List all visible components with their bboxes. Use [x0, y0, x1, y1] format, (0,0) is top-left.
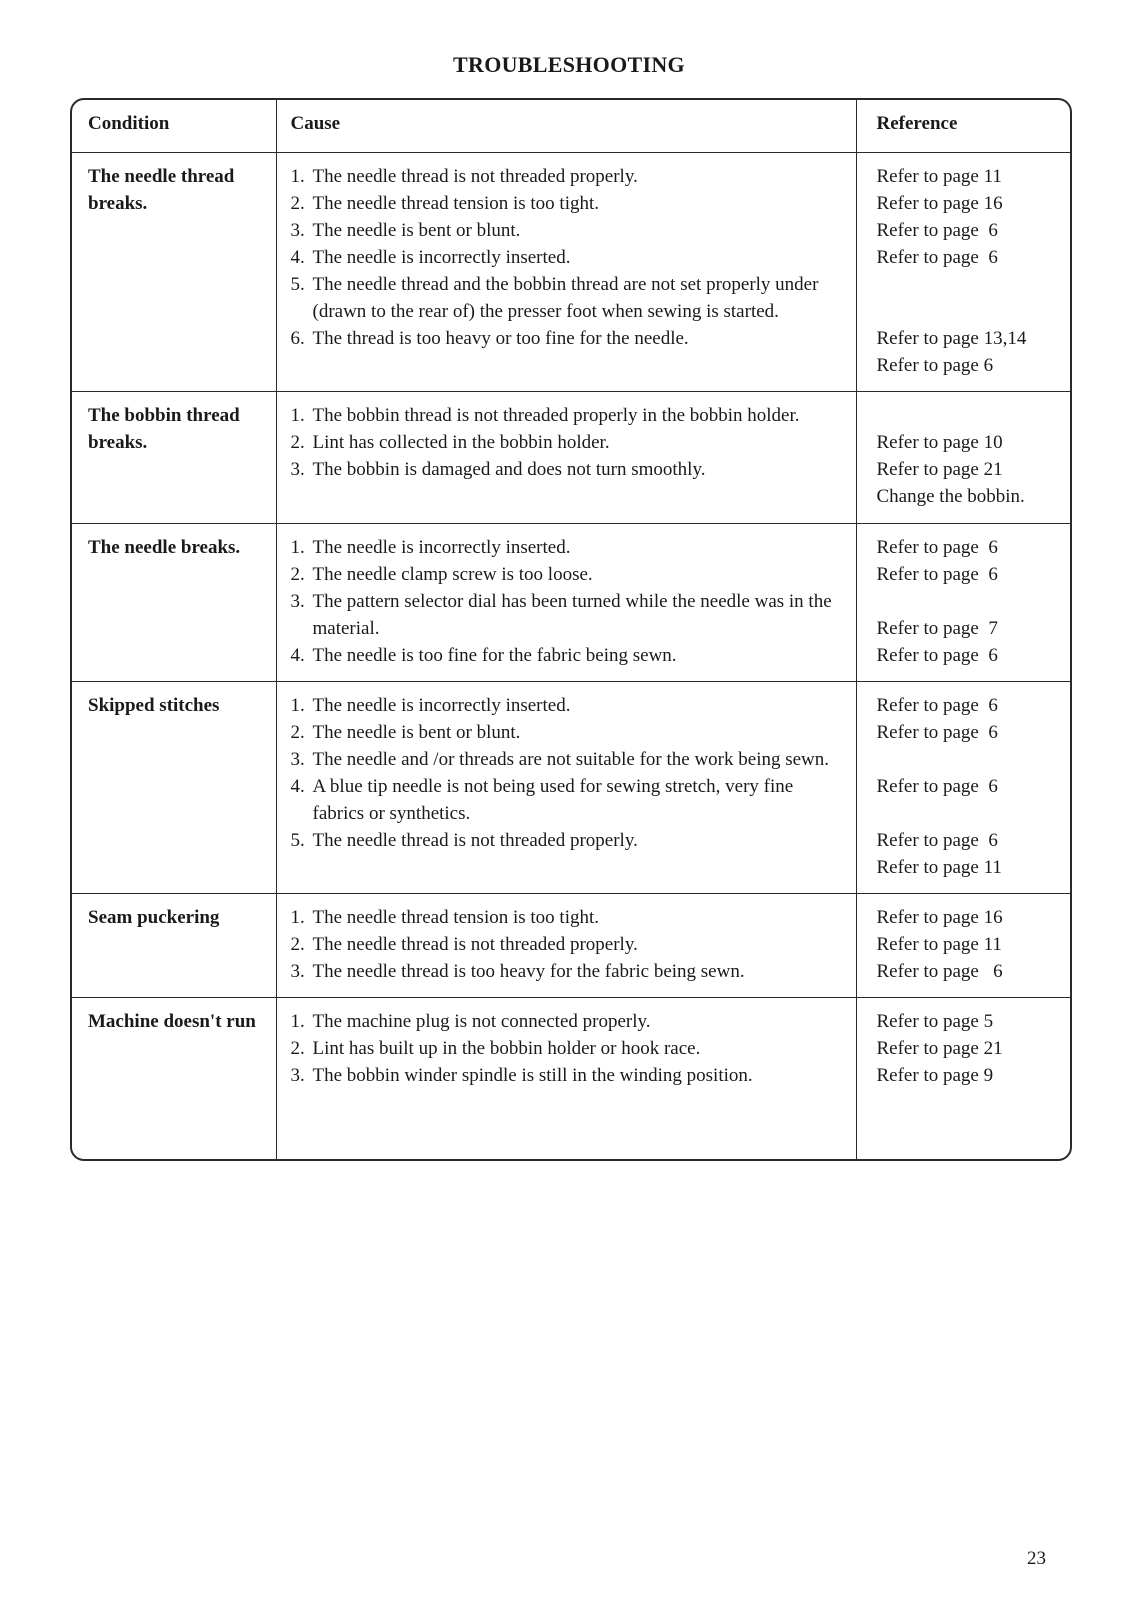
- cause-item: [291, 325, 848, 352]
- cause-number: 1.: [290, 694, 305, 716]
- cause-cell: [276, 392, 856, 523]
- table-row: [72, 392, 1070, 523]
- cause-item: [291, 534, 848, 561]
- reference-cell: [856, 998, 1070, 1159]
- cause-item: [291, 642, 848, 669]
- cause-number: 3.: [290, 1065, 305, 1087]
- cause-number: 1.: [290, 536, 305, 558]
- cause-list: [277, 163, 856, 352]
- cause-text: The needle is bent or blunt.: [312, 721, 521, 743]
- cause-number: 4.: [290, 247, 305, 268]
- cause-number: 1.: [290, 907, 305, 929]
- reference-line: Refer to page 6: [876, 644, 998, 666]
- reference-cell: [856, 894, 1070, 998]
- cause-item: [291, 904, 848, 931]
- cause-item: [291, 958, 848, 985]
- reference-line: Refer to page 6: [876, 961, 1003, 983]
- reference-cell: [856, 523, 1070, 681]
- header-cause: Cause: [276, 100, 856, 153]
- cause-number: 3.: [290, 220, 305, 241]
- reference-line: Refer to page 16: [876, 193, 1003, 214]
- reference-line: Refer to page 6: [876, 694, 998, 716]
- cause-text: The thread is too heavy or too fine for the needle.: [312, 328, 689, 349]
- cause-text: The needle is bent or blunt.: [312, 220, 521, 241]
- condition-cell: The needle breaks.: [72, 523, 276, 681]
- reference-line: Refer to page 6: [876, 563, 998, 585]
- table-row: [72, 681, 1070, 893]
- cause-text: The needle thread is not threaded properly.: [312, 166, 638, 187]
- page-title: TROUBLESHOOTING: [453, 52, 685, 77]
- cause-item: [291, 271, 848, 325]
- cause-item: [291, 163, 848, 190]
- reference-line: Refer to page 6: [876, 536, 998, 558]
- header-condition: Condition: [72, 100, 276, 153]
- reference-line: [877, 271, 1071, 298]
- cause-number: 3.: [290, 961, 305, 983]
- cause-text: The needle thread is too heavy for the fabric being sewn.: [312, 961, 745, 983]
- cause-text: The needle thread is not threaded properly.: [312, 934, 638, 956]
- cause-text: The bobbin is damaged and does not turn smoothly.: [312, 459, 706, 481]
- condition-cell: Skipped stitches: [72, 681, 276, 893]
- condition-cell: The needle thread breaks.: [72, 153, 276, 392]
- condition-cell: Seam puckering: [72, 894, 276, 998]
- cause-text: The pattern selector dial has been turned while the needle was in the material.: [312, 590, 832, 639]
- reference-line: [877, 746, 1071, 773]
- cause-item: [291, 244, 848, 271]
- cause-item: [291, 561, 848, 588]
- cause-number: 2.: [290, 563, 305, 585]
- reference-line: Refer to page 6: [876, 355, 994, 376]
- reference-cell: [856, 392, 1070, 523]
- reference-line: Refer to page 6: [876, 247, 998, 268]
- cause-cell: [276, 523, 856, 681]
- cause-text: Lint has built up in the bobbin holder or hook race.: [312, 1038, 701, 1060]
- table-row: [72, 523, 1070, 681]
- cause-cell: [276, 153, 856, 392]
- cause-number: 5.: [290, 274, 305, 295]
- cause-item: [291, 692, 848, 719]
- table-row: [72, 998, 1070, 1159]
- cause-item: [291, 773, 848, 827]
- condition-cell: The bobbin thread breaks.: [72, 392, 276, 523]
- cause-cell: [276, 894, 856, 998]
- cause-cell: [276, 681, 856, 893]
- reference-line: Refer to page 6: [876, 775, 998, 797]
- cause-number: 2.: [290, 193, 305, 214]
- cause-number: 1.: [290, 1011, 305, 1033]
- header-reference: Reference: [856, 100, 1070, 153]
- cause-text: The needle is too fine for the fabric being sewn.: [312, 644, 677, 666]
- cause-list: [277, 692, 856, 854]
- reference-line: Refer to page 9: [876, 1065, 994, 1087]
- reference-line: Refer to page 21: [876, 1038, 1003, 1060]
- cause-number: 6.: [290, 328, 305, 349]
- cause-number: 3.: [290, 590, 305, 612]
- cause-item: [291, 456, 848, 483]
- reference-line: Refer to page 5: [876, 1011, 994, 1033]
- cause-number: 1.: [290, 166, 305, 187]
- reference-line: [877, 800, 1071, 827]
- page-number: 23: [1027, 1548, 1046, 1569]
- cause-text: The needle is incorrectly inserted.: [312, 247, 571, 268]
- cause-item: [291, 719, 848, 746]
- cause-number: 2.: [290, 432, 305, 454]
- reference-line: Refer to page 7: [876, 617, 998, 639]
- cause-number: 1.: [290, 405, 305, 427]
- cause-text: The needle clamp screw is too loose.: [312, 563, 593, 585]
- cause-text: Lint has collected in the bobbin holder.: [312, 432, 610, 454]
- cause-number: 2.: [290, 1038, 305, 1060]
- reference-line: Refer to page 11: [876, 934, 1002, 956]
- reference-line: Refer to page 11: [876, 856, 1002, 878]
- cause-number: 4.: [290, 775, 305, 797]
- cause-text: The needle is incorrectly inserted.: [312, 536, 571, 558]
- cause-item: [291, 429, 848, 456]
- cause-item: [291, 217, 848, 244]
- troubleshooting-table-frame: [70, 98, 1072, 1161]
- cause-item: [291, 1008, 848, 1035]
- cause-text: The machine plug is not connected properly.: [312, 1011, 651, 1033]
- cause-text: The needle thread tension is too tight.: [312, 907, 600, 929]
- reference-line: Refer to page 10: [876, 432, 1003, 454]
- cause-list: [277, 402, 856, 483]
- reference-line: Refer to page 13,14: [876, 328, 1027, 349]
- cause-number: 3.: [290, 459, 305, 481]
- cause-text: The bobbin thread is not threaded properly in the bobbin holder.: [312, 405, 800, 427]
- reference-line: Change the bobbin.: [876, 486, 1025, 508]
- condition-cell: Machine doesn't run: [88, 1011, 256, 1033]
- cause-text: The needle thread tension is too tight.: [312, 193, 600, 214]
- cause-item: [291, 402, 848, 429]
- cause-list: [277, 1008, 856, 1089]
- table-body: [72, 153, 1070, 1160]
- cause-list: [277, 904, 856, 985]
- troubleshooting-table: [72, 100, 1070, 1159]
- reference-line: Refer to page 16: [876, 907, 1003, 929]
- reference-cell: [856, 153, 1070, 392]
- reference-line: Refer to page 11: [876, 166, 1002, 187]
- table-row: [72, 894, 1070, 998]
- table-row: [72, 153, 1070, 392]
- cause-item: [291, 190, 848, 217]
- cause-cell: [276, 998, 856, 1159]
- reference-line: [877, 298, 1071, 325]
- table-header-row: [72, 100, 1070, 153]
- cause-item: [291, 1062, 848, 1089]
- cause-item: [291, 827, 848, 854]
- cause-number: 2.: [290, 934, 305, 956]
- cause-text: The needle and /or threads are not suitable for the work being sewn.: [312, 748, 830, 770]
- cause-item: [291, 931, 848, 958]
- reference-line: Refer to page 6: [876, 829, 998, 851]
- reference-line: [877, 402, 1071, 429]
- cause-item: [291, 588, 848, 642]
- reference-line: Refer to page 21: [876, 459, 1003, 481]
- cause-text: The needle thread and the bobbin thread are not set properly under (drawn to the rear of) the presser foot when sewing is started.: [312, 274, 819, 322]
- reference-line: Refer to page 6: [876, 721, 998, 743]
- cause-item: [291, 746, 848, 773]
- cause-number: 5.: [290, 829, 305, 851]
- cause-text: A blue tip needle is not being used for sewing stretch, very fine fabrics or synthetics.: [312, 775, 794, 824]
- reference-line: Refer to page 6: [876, 220, 998, 241]
- reference-line: [877, 588, 1071, 615]
- cause-number: 2.: [290, 721, 305, 743]
- cause-text: The bobbin winder spindle is still in the winding position.: [312, 1065, 753, 1087]
- cause-item: [291, 1035, 848, 1062]
- reference-cell: [856, 681, 1070, 893]
- cause-number: 3.: [290, 748, 305, 770]
- cause-text: The needle thread is not threaded properly.: [312, 829, 638, 851]
- cause-list: [277, 534, 856, 669]
- cause-number: 4.: [290, 644, 305, 666]
- cause-text: The needle is incorrectly inserted.: [312, 694, 571, 716]
